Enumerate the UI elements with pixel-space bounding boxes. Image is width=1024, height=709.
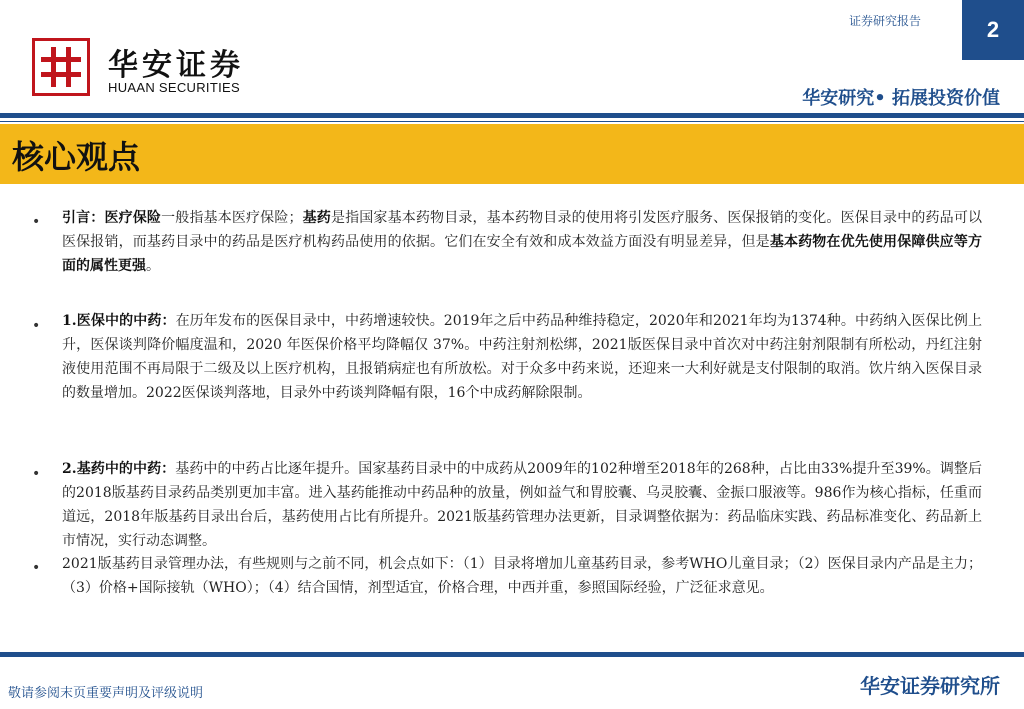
header-slogan: 华安研究• 拓展投资价值	[802, 88, 1000, 109]
bullet-icon: •	[32, 214, 41, 230]
body-text: 一般指基本医疗保险；	[161, 210, 303, 226]
emphasis-text: 医疗保险	[104, 210, 162, 226]
emphasis-text: 基本药物在优先使用保障供应等方面的属性更强	[62, 234, 982, 274]
logo-chinese-name: 华安证券	[108, 48, 244, 83]
body-text: 在历年发布的医保目录中，中药增速较快。2019年之后中药品种维持稳定，2020年和2021年均为1374种。中药纳入医保比例上升，医保谈判降价幅度温和，2020 年医保价格平均降幅仅 37%。中药注射剂松绑，2021版医保目录中首次对中药注射剂限制有所松动，丹红注射液使用范围不再局限于二级及以上医疗机构，且报销病症也有所放松。对于众多中药来说，还迎来一大利好就是支付限制的取消。饮片纳入医保目录的数量增加。2022医保谈判落地，目录外中药谈判降幅有限，16个中成药解除限制。	[62, 313, 982, 401]
footer-divider	[0, 652, 1024, 657]
bullet-icon: •	[32, 318, 41, 334]
logo-english-name: HUAAN SECURITIES	[108, 80, 240, 95]
page-title: 核心观点	[12, 138, 141, 176]
paragraph-intro	[62, 206, 982, 278]
footer-disclaimer[interactable]: 敬请参阅末页重要声明及评级说明	[8, 686, 204, 701]
bullet-icon: •	[32, 466, 41, 482]
company-logo-icon	[32, 38, 90, 96]
page-number: 2	[962, 0, 1024, 60]
emphasis-text: 基药	[302, 210, 331, 226]
paragraph-medical-insurance	[62, 309, 982, 405]
paragraph-lead: 2.基药中的中药：	[62, 461, 176, 477]
paragraph-lead: 引言：	[62, 210, 105, 226]
title-band	[0, 124, 1024, 184]
header-divider	[0, 113, 1024, 118]
paragraph-lead: 1.医保中的中药：	[62, 313, 176, 329]
body-text: 基药中的中药占比逐年提升。国家基药目录中的中成药从2009年的102种增至2018年的268种，占比由33%提升至39%。调整后的2018版基药目录药品类别更加丰富。进入基药能推动中药品种的放量，例如益气和胃胶囊、乌灵胶囊、金振口服液等。986作为核心指标，任重而道远，2018年版基药目录出台后，基药使用占比有所提升。2021版基药管理办法更新，目录调整依据为：药品临床实践、药品标准变化、药品新上市情况，实行动态调整。	[62, 461, 982, 549]
paragraph-2021-rules	[62, 552, 982, 600]
body-text: 。	[146, 258, 160, 274]
footer-institute: 华安证券研究所	[860, 674, 1000, 698]
body-text: 2021版基药目录管理办法，有些规则与之前不同，机会点如下：（1）目录将增加儿童基药目录，参考WHO儿童目录；（2）医保目录内产品是主力；（3）价格+国际接轨（WHO）；（4）结合国情，剂型适宜，价格合理，中西并重，参照国际经验，广泛征求意见。	[62, 556, 982, 596]
header-divider-thin	[0, 121, 1024, 122]
report-type-label: 证券研究报告	[849, 14, 922, 28]
paragraph-essential-drugs	[62, 457, 982, 553]
bullet-icon: •	[32, 560, 41, 576]
body-text: 是指国家基本药物目录，基本药物目录的使用将引发医疗服务、医保报销的变化。医保目录中的药品可以医保报销，而基药目录中的药品是医疗机构药品使用的依据。它们在安全有效和成本效益方面没有明显差异，但是	[62, 210, 982, 250]
